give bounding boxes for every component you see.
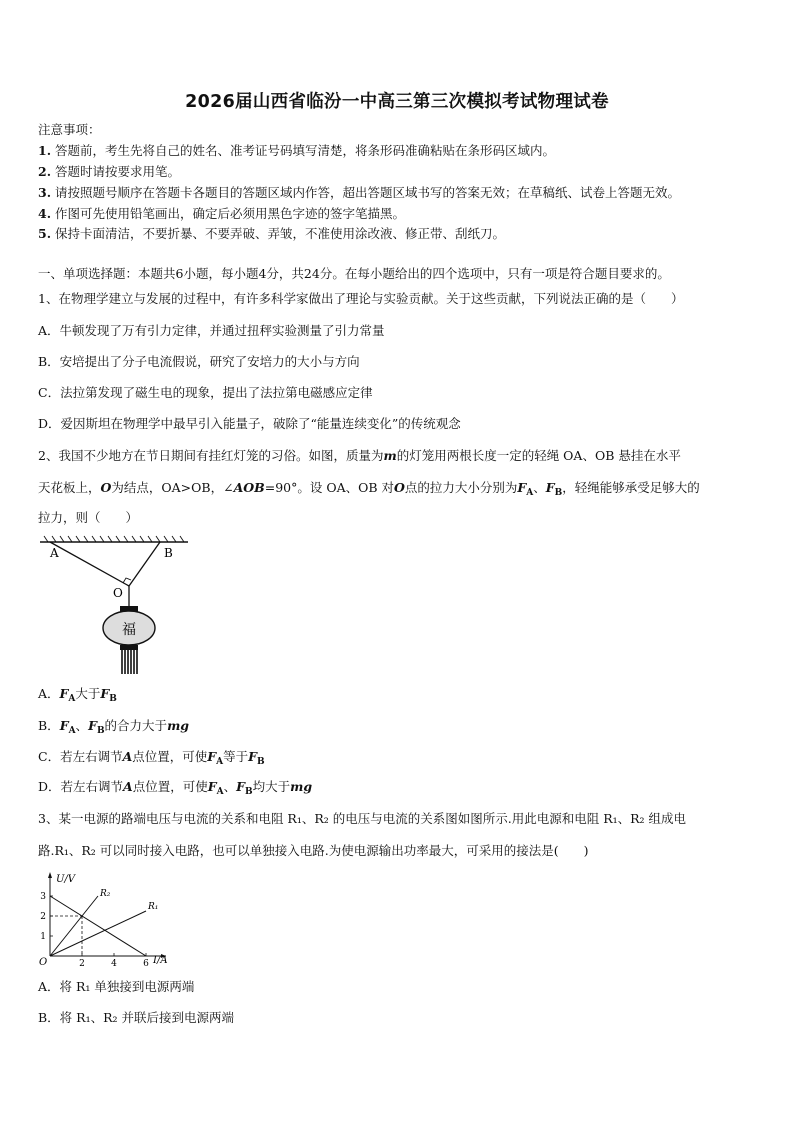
label-b: B — [164, 546, 173, 560]
opt-text: 均大于 — [252, 779, 291, 794]
var-mg: mg — [290, 779, 313, 794]
x-tick-label: 2 — [79, 959, 85, 968]
var-o: O — [100, 480, 112, 495]
var-o: O — [394, 480, 405, 495]
q2-option-a — [38, 685, 117, 708]
sub-a: A — [216, 757, 224, 767]
notice-num: 5. — [38, 226, 52, 241]
q3-option-a: A．将 R₁ 单独接到电源两端 — [38, 979, 195, 994]
ceiling-hatch — [44, 536, 184, 542]
q2-text: 为结点，OA>OB，∠ — [111, 480, 234, 495]
q2-stem-line3: 拉力，则（ ） — [38, 510, 139, 525]
q2-text: 点的拉力大小分别为 — [404, 480, 518, 495]
rope-ob — [129, 542, 160, 586]
lantern-char: 福 — [122, 622, 136, 638]
opt-text: A． — [38, 686, 60, 701]
var-f: F — [517, 480, 527, 495]
q1-option-a: A．牛顿发现了万有引力定律，并通过扭秤实验测量了引力常量 — [38, 323, 385, 338]
notice-item-5 — [38, 225, 505, 243]
right-angle-mark — [123, 578, 131, 583]
y-tick-label: 2 — [40, 912, 46, 922]
var-f: F — [59, 718, 69, 733]
section-heading: 一、单项选择题：本题共6小题，每小题4分，共24分。在每小题给出的四个选项中，只有一项是符合题目要求的。 — [38, 266, 670, 281]
y-arrow — [48, 872, 52, 878]
sub-b: B — [245, 787, 253, 797]
series-line-1 — [50, 896, 98, 956]
notice-num: 4. — [38, 206, 52, 221]
q3-stem-line2: 路.R₁、R₂ 可以同时接入电路，也可以单独接入电路.为使电源输出功率最大，可采用的接法是( ) — [38, 843, 589, 858]
opt-text: 大于 — [75, 686, 101, 701]
q2-option-d — [38, 778, 312, 801]
q2-stem-line2 — [38, 479, 700, 502]
var-f: F — [207, 749, 217, 764]
q1-option-b: B．安培提出了分子电流假说，研究了安培力的大小与方向 — [38, 354, 360, 369]
var-a: A — [123, 779, 133, 794]
opt-text: 的合力大于 — [104, 718, 168, 733]
sub-b: B — [109, 694, 117, 704]
q3-stem-line1: 3、某一电源的路端电压与电流的关系和电阻 R₁、R₂ 的电压与电流的关系图如图所示.用此电源和电阻 R₁、R₂ 组成电 — [38, 811, 687, 826]
q3-option-b: B．将 R₁、R₂ 并联后接到电源两端 — [38, 1010, 234, 1025]
series-label: R₁ — [148, 902, 159, 912]
q2-text: =90°。设 OA、OB 对 — [264, 480, 395, 495]
notice-text: 答题前，考生先将自己的姓名、准考证号码填写清楚，将条形码准确粘贴在条形码区域内。 — [55, 143, 556, 158]
notice-text: 请按照题号顺序在答题卡各题目的答题区域内作答，超出答题区域书写的答案无效；在草稿纸、试卷上答题无效。 — [55, 185, 681, 200]
q2-option-b — [38, 717, 189, 740]
var-f: F — [88, 718, 97, 733]
label-a: A — [50, 546, 59, 560]
opt-text: D．若左右调节 — [38, 779, 124, 794]
var-aob: AOB — [233, 480, 265, 495]
notice-text: 保持卡面清洁，不要折暴、不要弄破、弄皱，不准使用涂改液、修正带、刮纸刀。 — [55, 226, 506, 241]
lantern-figure — [38, 534, 190, 676]
origin-label: O — [39, 957, 48, 968]
opt-text: 等于 — [223, 749, 249, 764]
x-tick-label: 4 — [111, 959, 117, 968]
opt-text: C．若左右调节 — [38, 749, 123, 764]
sub-a: A — [68, 726, 76, 736]
notice-item-4 — [38, 205, 405, 223]
series-line-3 — [50, 896, 146, 956]
var-f: F — [545, 480, 555, 495]
var-mg: mg — [167, 718, 190, 733]
y-tick-label: 3 — [40, 892, 46, 902]
q2-stem-line1 — [38, 447, 681, 465]
q1-option-c: C．法拉第发现了磁生电的现象，提出了法拉第电磁感应定律 — [38, 385, 373, 400]
sub-a: A — [526, 488, 534, 498]
q2-text: 2、我国不少地方在节日期间有挂红灯笼的习俗。如图，质量为 — [38, 448, 384, 463]
series-label: R₂ — [100, 889, 111, 899]
page-title: 2026届山西省临汾一中高三第三次模拟考试物理试卷 — [185, 92, 609, 112]
var-f: F — [207, 779, 217, 794]
var-f: F — [248, 749, 258, 764]
notice-text: 作图可先使用铅笔画出，确定后必须用黑色字迹的签字笔描黑。 — [55, 206, 406, 221]
notice-heading: 注意事项： — [38, 122, 101, 137]
ui-chart — [36, 868, 172, 968]
notice-item-3 — [38, 184, 680, 202]
sub-b: B — [554, 488, 563, 498]
var-f: F — [100, 686, 110, 701]
opt-text: 点位置，可使 — [132, 749, 208, 764]
q2-text: 天花板上， — [38, 480, 101, 495]
var-m: m — [383, 448, 397, 463]
series-line-2 — [50, 911, 146, 956]
notice-item-2 — [38, 163, 180, 181]
opt-text: 、 — [75, 718, 89, 733]
q1-stem: 1、在物理学建立与发展的过程中，有许多科学家做出了理论与实验贡献。关于这些贡献，下列说法正确的是（ ） — [38, 291, 684, 306]
q2-text: 、 — [533, 480, 546, 495]
notice-item-1 — [38, 142, 555, 160]
x-tick-label: 6 — [143, 959, 149, 968]
sub-b: B — [257, 757, 265, 767]
notice-num: 2. — [38, 164, 52, 179]
rope-oa — [50, 542, 129, 586]
x-axis-label: I/A — [153, 955, 168, 966]
lantern-tassel — [122, 650, 137, 674]
y-tick-label: 1 — [40, 932, 46, 942]
opt-text: B． — [38, 718, 60, 733]
sub-a: A — [68, 694, 76, 704]
y-axis-label: U/V — [56, 874, 76, 885]
label-o: O — [113, 586, 123, 600]
q2-option-c — [38, 748, 265, 771]
sub-b: B — [96, 726, 105, 736]
sub-a: A — [216, 787, 224, 797]
q2-text: 的灯笼用两根长度一定的轻绳 OA、OB 悬挂在水平 — [396, 448, 681, 463]
q1-option-d: D．爱因斯坦在物理学中最早引入能量子，破除了“能量连续变化”的传统观念 — [38, 416, 461, 431]
notice-num: 3. — [38, 185, 52, 200]
notice-num: 1. — [38, 143, 52, 158]
var-a: A — [122, 749, 133, 764]
var-f: F — [236, 779, 245, 794]
var-f: F — [59, 686, 69, 701]
q2-text: ，轻绳能够承受足够大的 — [562, 480, 700, 495]
opt-text: 、 — [223, 779, 237, 794]
opt-text: 点位置，可使 — [132, 779, 208, 794]
notice-text: 答题时请按要求用笔。 — [55, 164, 181, 179]
